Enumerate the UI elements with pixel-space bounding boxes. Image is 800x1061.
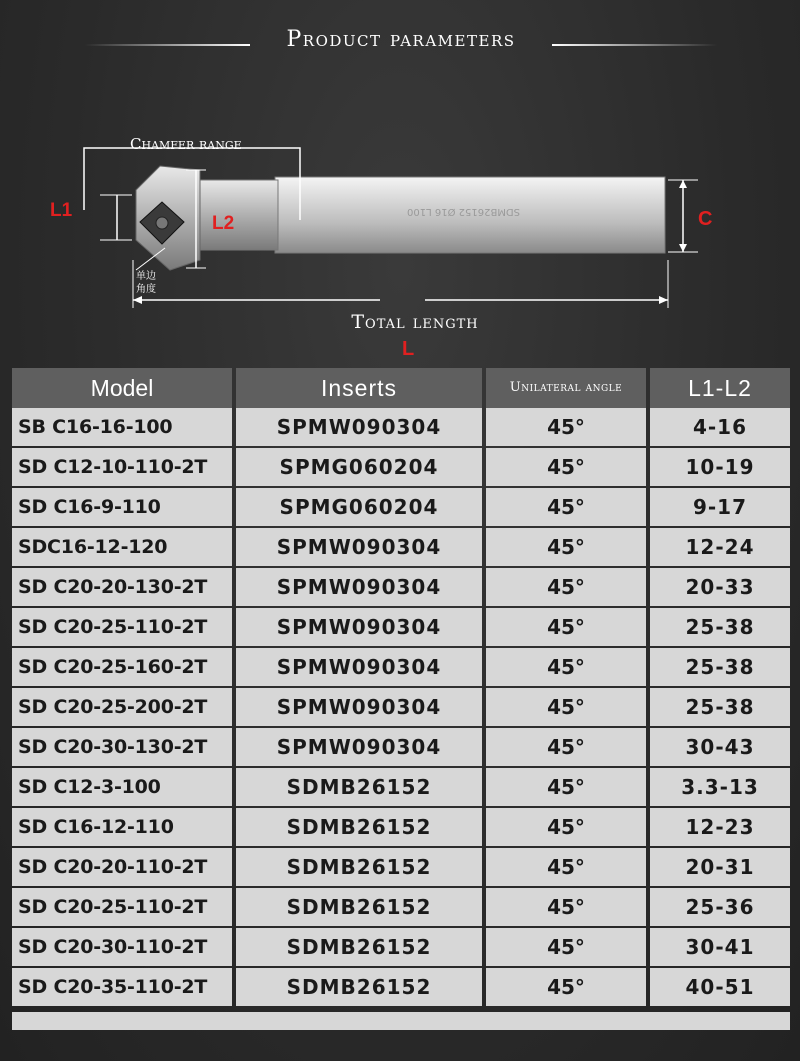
header-l1-l2: L1-L2 (650, 368, 790, 408)
cell-model: SDC16-12-120 (12, 528, 232, 566)
cell-angle: 45° (486, 488, 646, 526)
table-row (12, 568, 790, 608)
c-arrow-bottom (679, 244, 687, 252)
cell-angle: 45° (486, 968, 646, 1006)
cell-l1-l2: 4-16 (650, 408, 790, 446)
table-row (12, 888, 790, 928)
cell-angle: 45° (486, 528, 646, 566)
cell-model: SD C20-35-110-2T (12, 968, 232, 1006)
cell-inserts: SDMB26152 (236, 848, 482, 886)
cell-inserts: SPMW090304 (236, 528, 482, 566)
cell-model: SD C16-12-110 (12, 808, 232, 846)
cell-model: SD C20-25-110-2T (12, 888, 232, 926)
c-arrow-top (679, 180, 687, 188)
header-model: Model (12, 368, 232, 408)
cell-model: SD C20-30-130-2T (12, 728, 232, 766)
parameters-table (12, 368, 790, 1008)
cell-l1-l2: 25-38 (650, 688, 790, 726)
table-row (12, 848, 790, 888)
tool-diagram (0, 120, 800, 360)
cell-l1-l2: 30-41 (650, 928, 790, 966)
angle-label (136, 270, 166, 296)
total-length-arrow-right (659, 296, 668, 304)
table-row (12, 488, 790, 528)
cell-l1-l2: 40-51 (650, 968, 790, 1006)
l-label: L (402, 338, 415, 360)
cell-angle: 45° (486, 808, 646, 846)
section-heading (0, 24, 800, 64)
insert-screw (156, 217, 168, 229)
table-row (12, 728, 790, 768)
table-header-row (12, 368, 790, 408)
cell-inserts: SPMW090304 (236, 608, 482, 646)
cell-inserts: SDMB26152 (236, 808, 482, 846)
cell-l1-l2: 12-23 (650, 808, 790, 846)
l2-label: L2 (212, 213, 235, 234)
table-row (12, 608, 790, 648)
cell-angle: 45° (486, 688, 646, 726)
table-row (12, 808, 790, 848)
tool-neck (198, 180, 278, 250)
c-label: C (698, 208, 713, 230)
cell-l1-l2: 20-33 (650, 568, 790, 606)
cell-angle: 45° (486, 768, 646, 806)
cell-model: SD C20-20-110-2T (12, 848, 232, 886)
cell-inserts: SDMB26152 (236, 968, 482, 1006)
cell-angle: 45° (486, 568, 646, 606)
cell-angle: 45° (486, 408, 646, 446)
cell-model: SD C20-20-130-2T (12, 568, 232, 606)
table-row (12, 968, 790, 1008)
table-row (12, 688, 790, 728)
angle-label-line2: 角度 (136, 284, 156, 295)
cell-l1-l2: 12-24 (650, 528, 790, 566)
table-row (12, 448, 790, 488)
cell-angle: 45° (486, 888, 646, 926)
cell-angle: 45° (486, 728, 646, 766)
cell-angle: 45° (486, 608, 646, 646)
cell-inserts: SPMW090304 (236, 648, 482, 686)
cell-inserts: SDMB26152 (236, 928, 482, 966)
header-inserts: Inserts (236, 368, 482, 408)
cell-inserts: SPMW090304 (236, 728, 482, 766)
cell-l1-l2: 10-19 (650, 448, 790, 486)
cell-inserts: SPMG060204 (236, 448, 482, 486)
cell-model: SD C20-25-160-2T (12, 648, 232, 686)
cell-l1-l2: 25-38 (650, 648, 790, 686)
table-row (12, 408, 790, 448)
cell-model: SD C20-25-200-2T (12, 688, 232, 726)
cell-l1-l2: 20-31 (650, 848, 790, 886)
cell-l1-l2: 30-43 (650, 728, 790, 766)
page-title: Product parameters (286, 27, 516, 52)
cell-model: SB C16-16-100 (12, 408, 232, 446)
cell-angle: 45° (486, 648, 646, 686)
table-footer-bar (12, 1012, 790, 1030)
cell-model: SD C12-3-100 (12, 768, 232, 806)
cell-angle: 45° (486, 928, 646, 966)
cell-inserts: SPMW090304 (236, 688, 482, 726)
cell-l1-l2: 25-38 (650, 608, 790, 646)
heading-glow-right (552, 44, 717, 46)
total-length-arrow-left (133, 296, 142, 304)
cell-inserts: SPMW090304 (236, 568, 482, 606)
table-row (12, 928, 790, 968)
chamfer-range-label: Chamfer range (130, 135, 242, 153)
table-row (12, 648, 790, 688)
cell-model: SD C20-25-110-2T (12, 608, 232, 646)
cell-l1-l2: 9-17 (650, 488, 790, 526)
cell-inserts: SPMG060204 (236, 488, 482, 526)
cell-angle: 45° (486, 848, 646, 886)
angle-label-line1: 单边 (136, 271, 156, 282)
table-row (12, 528, 790, 568)
total-length-label: Total length (351, 311, 479, 333)
table-row (12, 768, 790, 808)
cell-model: SD C20-30-110-2T (12, 928, 232, 966)
heading-glow-left (85, 44, 250, 46)
cell-model: SD C16-9-110 (12, 488, 232, 526)
cell-l1-l2: 3.3-13 (650, 768, 790, 806)
cell-l1-l2: 25-36 (650, 888, 790, 926)
shank-engraving: SDMB26152 Ø16 L100 (407, 206, 520, 217)
cell-model: SD C12-10-110-2T (12, 448, 232, 486)
cell-angle: 45° (486, 448, 646, 486)
cell-inserts: SDMB26152 (236, 888, 482, 926)
header-unilateral-angle: Unilateral angle (486, 368, 646, 408)
cell-inserts: SPMW090304 (236, 408, 482, 446)
l1-label: L1 (50, 200, 73, 221)
cell-inserts: SDMB26152 (236, 768, 482, 806)
